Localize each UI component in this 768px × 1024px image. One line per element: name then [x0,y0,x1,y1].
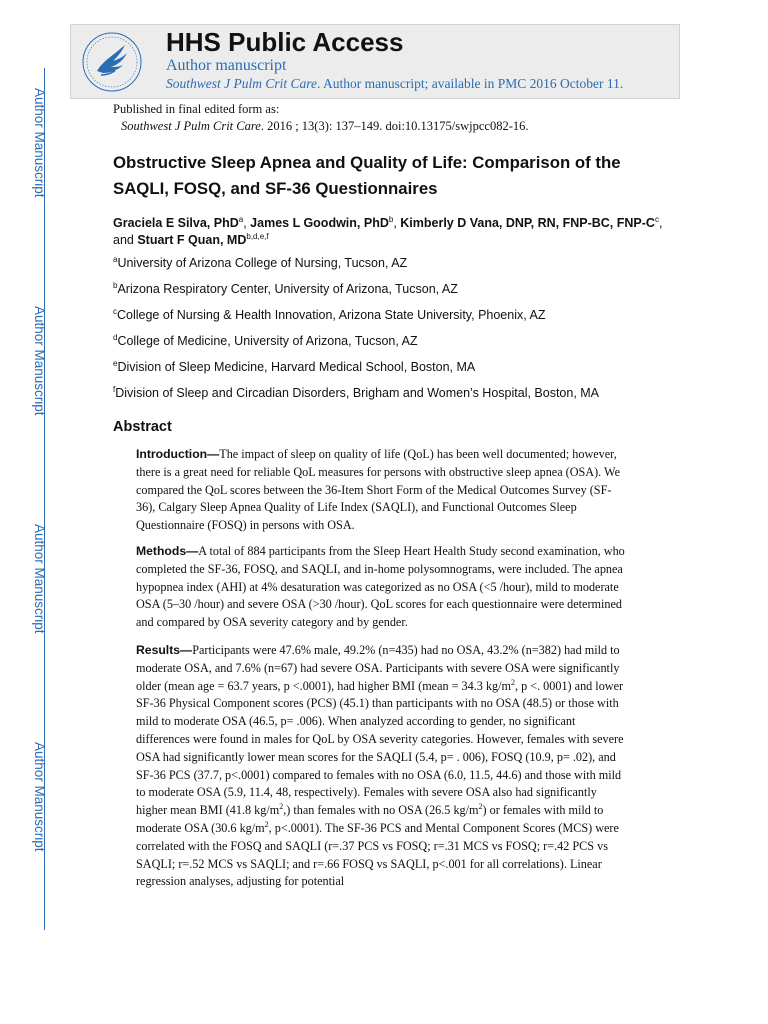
section-text: Participants were 47.6% male, 49.2% (n=435) had no OSA, 43.2% (n=382) had mild to moderate OSA, and 7.6% (n=67) had severe OSA. Participants with severe OSA were significantly older (mean age = 63.7 years, p <.0001), had higher BMI (mean = 34.3 kg/m [136,643,620,693]
affiliation [113,256,407,270]
affiliation-text: University of Arizona College of Nursing, Tucson, AZ [117,256,408,270]
section-text: The impact of sleep on quality of life (QoL) has been well documented; however, there is a great need for reliable QoL measures for persons with obstructive sleep apnea (OSA). We compared the QoL scores between the 36-Item Short Form of the Medical Outcomes Survey (SF-36), Calgary Sleep Apnea Quality of Life Index (SAQLI), and Functional Outcomes Sleep Questionnaire (FOSQ) in persons with OSA. [136,447,620,533]
affiliation [113,360,475,374]
affiliation-text: College of Medicine, University of Arizona, Tucson, AZ [117,334,418,348]
article-title: Obstructive Sleep Apnea and Quality of Life: Comparison of the SAQLI, FOSQ, and SF-36 Questionnaires [113,153,621,198]
author-sep: , [393,216,401,230]
superscript: 2 [478,802,483,812]
author-affiliation-sup: b [388,214,394,224]
author-affiliation-sup: b,d,e,f [246,231,269,241]
published-rest: . 2016 ; 13(3): 137–149. doi:10.13175/swjpcc082-16. [260,119,529,133]
author-affiliation-sup: c [654,214,659,224]
affiliation-sup: d [113,332,118,342]
affiliation [113,334,418,348]
published-label: Published in final edited form as: [113,102,280,116]
author-name: Kimberly D Vana, DNP, RN, FNP-BC, FNP-C [400,216,655,230]
author-affiliation-sup: a [238,214,244,224]
section-lead: Results— [136,643,193,657]
affiliation-sup: b [113,280,118,290]
affiliation-text: Arizona Respiratory Center, University of Arizona, Tucson, AZ [117,282,458,296]
section-text: ) or females with mild to moderate OSA (30.6 kg/m [136,803,604,835]
affiliation-text: Division of Sleep and Circadian Disorders, Brigham and Women’s Hospital, Boston, MA [115,386,600,400]
affiliation-sup: c [113,306,117,316]
section-lead: Methods— [136,544,199,558]
author-name: Graciela E Silva, PhD [113,216,239,230]
superscript: 2 [264,819,269,829]
header-citation [166,76,623,92]
side-label-author-manuscript: Author Manuscript [32,524,47,634]
section-lead: Introduction— [136,447,220,461]
affiliation [113,282,458,296]
affiliation-sup: f [113,384,116,394]
author-sep: , [243,216,251,230]
abstract-heading: Abstract [113,419,172,435]
hhs-header [70,24,680,99]
affiliation [113,386,599,400]
header-cite-rest: . Author manuscript; available in PMC 2016 October 11. [317,76,624,91]
affiliation-text: College of Nursing & Health Innovation, Arizona State University, Phoenix, AZ [117,308,546,322]
affiliation-sup: a [113,254,118,264]
author-name: James L Goodwin, PhD [250,216,389,230]
section-text: A total of 884 participants from the Sleep Heart Health Study second examination, who completed the SF-36, FOSQ, and SAQLI, and in-home polysomnograms, were included. The apnea hypopnea index (AHI) at 4% desaturation was categorized as no OSA (<5 /hour), mild to moderate OSA (5–30 /hour) and severe OSA (>30 /hour). QoL scores for each questionnaire were determined and compared by OSA severity category and by gender. [136,544,625,630]
header-subtitle: Author manuscript [166,57,287,74]
published-journal: Southwest J Pulm Crit Care [121,119,261,133]
superscript: 2 [279,802,284,812]
author-name: Stuart F Quan, MD [137,233,247,247]
abstract-introduction [136,446,628,535]
header-title: HHS Public Access [166,27,404,57]
hhs-eagle-logo-icon [81,31,143,93]
header-journal[interactable]: Southwest J Pulm Crit Care [166,76,317,91]
author-list [113,215,663,249]
affiliation-text: Division of Sleep Medicine, Harvard Medical School, Boston, MA [117,360,476,374]
side-label-author-manuscript: Author Manuscript [32,88,47,198]
abstract-methods [136,543,628,632]
published-citation [113,118,529,135]
superscript: 2 [510,677,515,687]
section-text: ,) than females with no OSA (26.5 kg/m [283,803,479,818]
affiliation [113,308,545,322]
section-text: , p<.0001). The SF-36 PCS and Mental Component Scores (MCS) were correlated with the FOSQ and SAQLI (r=.37 PCS vs FOSQ; r=.31 MCS vs FOSQ; r=.42 PCS vs SAQLI; r=.52 MCS vs SAQLI; and r=.66 FOSQ vs SAQLI, p<.001 for all correlations). Linear regression analyses, adjusting for potential [136,820,619,889]
published-info [113,101,529,135]
section-text: , p <. 0001) and lower SF-36 Physical Component scores (PCS) (45.1) than participants with no OSA (48.5) or those with mild to moderate OSA (46.5, p= .006). When analyzed according to gender, no significant differences were found in males for QoL by OSA severity categories. However, females with severe OSA had significantly lower mean scores for the SAQLI (5.4, p= . 006), FOSQ (10.9, p= .02), and SF-36 PCS (37.7, p<.0001) compared to females with no OSA (6.0, 11.5, 44.6) and those with mild to moderate OSA (5.9, 11.4, 48, respectively). Females with severe OSA also had significantly higher mean BMI (41.8 kg/m [136,678,624,818]
affiliation-sup: e [113,358,118,368]
abstract-results [136,642,628,891]
author-sep: , and [113,216,663,247]
side-label-author-manuscript: Author Manuscript [32,306,47,416]
side-label-author-manuscript: Author Manuscript [32,742,47,852]
